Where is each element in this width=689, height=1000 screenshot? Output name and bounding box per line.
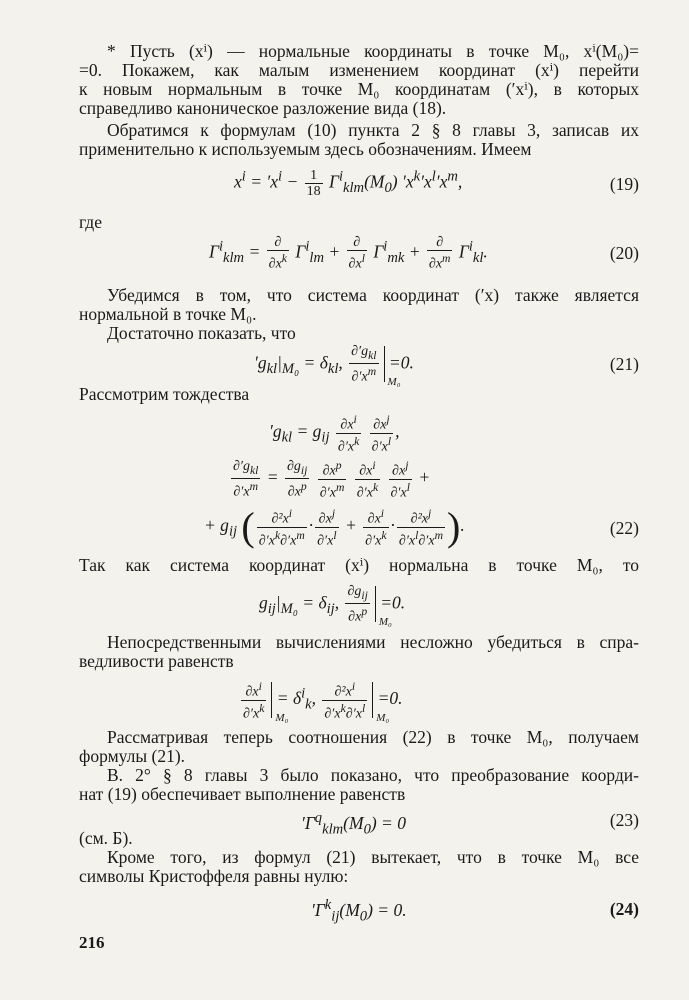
equation-20-body: $\Gamma^i_{klm}$ = $\frac{\partial}{\partial x^k}$ $\Gamma^i_{lm}$ + $\frac{\partial}{\partial x^l}$ $\Gamma^i_{mk}$ + $\frac{\partial}{\partial x^m}$ $\Gamma^i_{kl}$. <box>209 235 488 272</box>
equation-gij <box>79 582 639 629</box>
text-line: =0. Покажем, как малым изменением координат (xⁱ) перейти <box>79 60 639 80</box>
equation-number: (19) <box>609 174 639 194</box>
paragraph-intro <box>79 42 639 118</box>
equation-number: (23) <box>609 810 639 830</box>
equation-19 <box>79 164 639 204</box>
text-line: Рассмотрим тождества <box>79 384 250 404</box>
page-number: 216 <box>79 933 105 952</box>
equation-22-line2: $\frac{\partial'g_{kl}}{\partial'x^m}$ = $\frac{\partial g_{ij}}{\partial x^p}$ $\frac{\partial x^p}{\partial'x^m}$ $\frac{\partial x^i}{\partial'x^k}$ $\frac{\partial x^j}{\partial'x^l}$ + <box>233 458 431 501</box>
text-line: нормальной в точке M₀. <box>79 304 257 324</box>
equation-22-line3: + $g_{ij}$ ( $\frac{\partial^2x^i}{\partial'x^k\partial'x^m}$ · $\frac{\partial x^j}{\partial'x^l}$ + $\frac{\partial x^i}{\partial'x^k}$ · $\frac{\partial^2x^j}{\partial'x^l\partial'x^m}$ ). <box>204 504 465 550</box>
equation-derivatives <box>79 677 639 725</box>
equation-24-body: $'\Gamma^k_{ij}(M_0) = 0$. <box>311 897 407 925</box>
equation-number: (24) <box>609 899 639 919</box>
paragraph-sufficient <box>79 324 639 343</box>
word-gde <box>79 213 639 232</box>
text-line: ведливости равенств <box>79 651 234 671</box>
text-line: формулы (21). <box>79 746 186 766</box>
equation-24 <box>79 893 639 923</box>
paragraph-check <box>79 286 639 324</box>
paragraph-shown <box>79 766 639 804</box>
paragraph-identities <box>79 385 639 404</box>
equation-20 <box>79 233 639 273</box>
equation-derivatives-body: $\frac{\partial x^i}{\partial'x^k}$ M₀ = $\delta^i_k$, $\frac{\partial^2x^i}{\partial'x^k\partial'x^l}$ M₀ =0. <box>243 680 403 725</box>
text-line: Обратимся к формулам (10) пункта 2 § 8 главы 3, записав их <box>107 120 639 140</box>
text-line: нат (19) обеспечивает выполнение равенств <box>79 784 406 804</box>
text-line: Достаточно показать, что <box>107 323 296 343</box>
text-line: к новым нормальным в точке M₀ координатам (′xⁱ), в которых <box>79 79 639 99</box>
text-line: где <box>79 212 102 232</box>
equation-number: (22) <box>609 518 639 538</box>
text-line: Кроме того, из формул (21) вытекает, что в точке M₀ все <box>107 847 639 867</box>
equation-number: (20) <box>609 243 639 263</box>
equation-21 <box>79 342 639 389</box>
equation-gij-body: $g_{ij}|_{M_0} = \delta_{ij}$, $\frac{\partial g_{ij}}{\partial x^p}$ M₀ =0. <box>259 584 406 629</box>
equation-23-body: $'\Gamma^q_{klm}(M_0) = 0$ <box>301 810 406 838</box>
text-line: В. 2° § 8 главы 3 было показано, что преобразование коорди- <box>107 765 639 785</box>
paragraph-consider <box>79 728 639 766</box>
text-line: Так как система координат (xⁱ) нормальна в точке M₀, то <box>79 555 639 575</box>
equation-22-line1: $'g_{kl} = g_{ij}$ $\frac{\partial x^i}{\partial'x^k}$ $\frac{\partial x^j}{\partial'x^l}$ , <box>269 413 400 455</box>
paragraph-formulas-ref <box>79 121 639 159</box>
text-line: справедливо каноническое разложение вида (18). <box>79 98 447 118</box>
text-line: символы Кристоффеля равны нулю: <box>79 866 349 886</box>
text-line: (см. Б). <box>79 828 133 848</box>
text-line: Непосредственными вычислениями несложно убедиться в спра- <box>107 632 639 652</box>
paragraph-normal <box>79 556 639 575</box>
paragraph-direct <box>79 633 639 671</box>
text-line: Убедимся в том, что система координат (′x) также является <box>107 285 639 305</box>
text-line: применительно к используемым здесь обозначениям. Имеем <box>79 139 532 159</box>
equation-22 <box>79 410 639 560</box>
paragraph-christoffel <box>79 848 639 886</box>
text-line: * Пусть (xⁱ) — нормальные координаты в точке M₀, xⁱ(M₀)= <box>107 41 639 61</box>
equation-21-body: $'g_{kl}|_{M_0} = \delta_{kl}$, $\frac{\partial'g_{kl}}{\partial'x^m}$ M₀ =0. <box>254 344 414 389</box>
text-line: Рассматривая теперь соотношения (22) в точке M₀, получаем <box>107 727 639 747</box>
equation-number: (21) <box>609 354 639 374</box>
equation-19-body: $x^i = 'x^i$ − $\frac{1}{18}$ $\Gamma^i_{klm}(M_0)$ $'x^k'x^l'x^m$, <box>234 168 463 199</box>
reference-b <box>79 829 639 848</box>
